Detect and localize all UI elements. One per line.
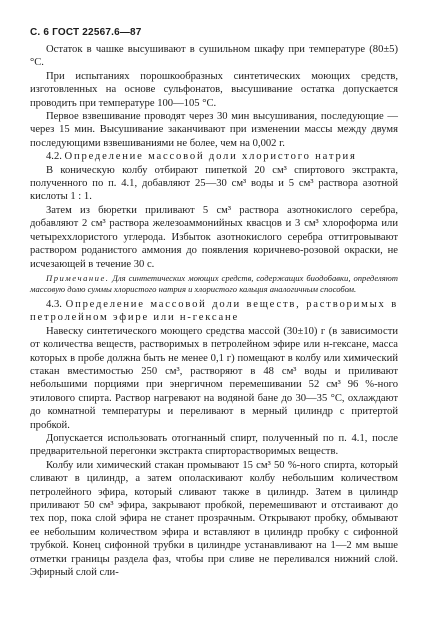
paragraph: Допускается использовать отогнанный спирт, полученный по п. 4.1, после предварительной перегонки экстракта спирторастворимых веществ. [30, 432, 398, 458]
note-label: Примечание. [46, 272, 110, 283]
paragraph: Затем из бюретки приливают 5 см³ раствора азотнокислого серебра, добавляют 2 см³ раствора железоаммонийных квасцов и 3 см³ хлороформа или четыреххлористого углерода. Избыток азотнокислого серебра оттитровывают раствором роданистого аммония до появления коричнево-розовой окраски, не исчезающей в течение 30 с. [30, 204, 398, 270]
page-header: С. 6 ГОСТ 22567.6—87 [30, 27, 142, 38]
paragraph: При испытаниях порошкообразных синтетических моющих средств, изготовленных на основе сульфонатов, высушивание остатка допускается проводить при температуре 100—105 °С. [30, 70, 398, 109]
section-heading-4-2 [30, 150, 398, 163]
paragraph: Колбу или химический стакан промывают 15 см³ 50 %-ного спирта, который сливают в цилиндр, а затем ополаскивают колбу небольшим количеством петролейного эфира, который сливают также в цилиндр. Затем в цилиндр приливают 50 см³ эфира, закрывают пробкой, перемешивают и отстаивают до тех пор, пока слой эфира не станет прозрачным. Открывают пробку, обмывают ее небольшим количеством эфира и вставляют в цилиндр пробку с сифонной трубкой. Конец сифонной трубки в цилиндре устанавливают на 1—2 мм выше отметки границы раздела фаз, чтобы при сливе не переливался нижний слой. Эфирный слой сли- [30, 459, 398, 579]
section-heading-4-3 [30, 298, 398, 325]
section-title: Определение массовой доли веществ, растворимых в петролейном эфире или н-гексане [30, 298, 398, 324]
section-number: 4.3. [46, 298, 62, 310]
note-text: Для синтетических моющих средств, содержащих биодобавки, определяют массовую долю суммы хлористого натрия и хлористого кальция аналогичным способом. [30, 272, 398, 294]
paragraph: Первое взвешивание проводят через 30 мин высушивания, последующие — через 15 мин. Высушивание заканчивают при изменении массы между двумя последующими взвешиваниями не более, чем на 0,002 г. [30, 111, 398, 149]
paragraph: В коническую колбу отбирают пипеткой 20 см³ спиртового экстракта, полученного по п. 4.1, добавляют 25—30 см³ воды и 5 см³ раствора азотной кислоты 1 : 1. [30, 164, 398, 203]
paragraph: Остаток в чашке высушивают в сушильном шкафу при температуре (80±5) °С. [30, 44, 398, 69]
section-title: Определение массовой доли хлористого натрия [64, 151, 357, 163]
section-number: 4.2. [46, 151, 62, 163]
note [30, 273, 398, 295]
paragraph: Навеску синтетического моющего средства массой (30±10) г (в зависимости от количества веществ, растворимых в петролейном эфире или н-гексане, масса которых в пробе должна быть не менее 0,1 г) помещают в колбу или химический стакан вместимостью 250 см³, растворяют в 48 см³ воды и приливают небольшими порциями при энергичном перемешивании 52 см³ 96 %-ного этилового спирта. Раствор нагревают на водяной бане до 30—35 °С, охлаждают до комнатной температуры и переливают в мерный цилиндр с притертой пробкой. [30, 325, 398, 431]
